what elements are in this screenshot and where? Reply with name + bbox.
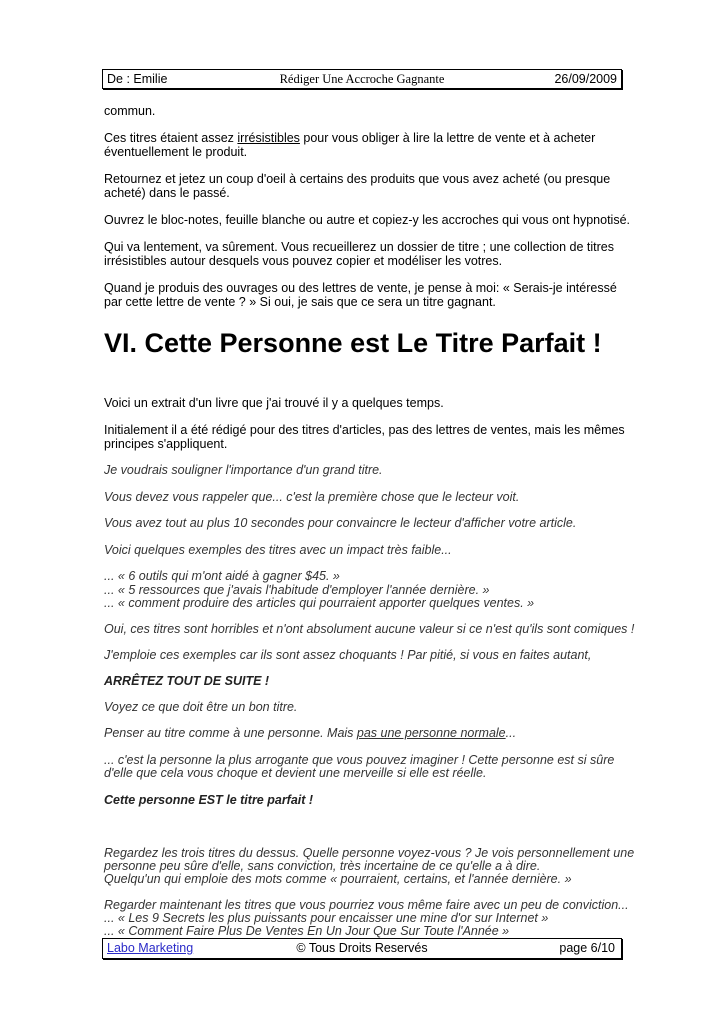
quote-paragraph: Voici quelques exemples des titres avec un impact très faible... [104, 543, 452, 557]
quote-paragraph: Vous devez vous rappeler que... c'est la première chose que le lecteur voit. [104, 490, 520, 504]
paragraph-line: éventuellement le produit. [104, 145, 248, 159]
page-header [102, 69, 622, 89]
footer-copyright: © Tous Droits Reservés [296, 941, 428, 955]
header-author: De : Emilie [107, 72, 168, 86]
paragraph: Ces titres étaient assez irrésistibles pour vous obliger à lire la lettre de vente et à acheter [104, 131, 596, 145]
paragraph: Ouvrez le bloc-notes, feuille blanche ou autre et copiez-y les accroches qui vous ont hypnotisé. [104, 213, 630, 227]
page-footer [102, 938, 622, 959]
paragraph: Qui va lentement, va sûrement. Vous recueillerez un dossier de titre ; une collection de titres [104, 240, 614, 254]
header-title: Rédiger Une Accroche Gagnante [279, 72, 445, 86]
quote-paragraph: ... c'est la personne la plus arrogante que vous pouvez imaginer ! Cette personne est si sûre [104, 753, 615, 767]
paragraph: Quand je produis des ouvrages ou des lettres de vente, je pense à moi: « Serais-je intéressé [104, 281, 617, 295]
emphasis-text: Cette personne EST le titre parfait ! [104, 793, 314, 807]
quote-paragraph: Vous avez tout au plus 10 secondes pour convaincre le lecteur d'afficher votre article. [104, 516, 577, 530]
paragraph: Voici un extrait d'un livre que j'ai trouvé il y a quelques temps. [104, 396, 444, 410]
quote-paragraph-line: Quelqu'un qui emploie des mots comme « pourraient, certains, et l'année dernière. » [104, 872, 572, 886]
footer-link[interactable]: Labo Marketing [107, 941, 194, 955]
quote-paragraph: Penser au titre comme à une personne. Mais pas une personne normale... [104, 726, 517, 740]
section-heading: VI. Cette Personne est Le Titre Parfait ! [104, 328, 602, 358]
paragraph-line: principes s'appliquent. [104, 437, 228, 451]
quote-paragraph: J'emploie ces exemples car ils sont assez choquants ! Par pitié, si vous en faites autant, [104, 648, 592, 662]
paragraph-line: acheté) dans le passé. [104, 186, 230, 200]
quote-paragraph: Oui, ces titres sont horribles et n'ont absolument aucune valeur si ce n'est qu'ils sont comiques ! [104, 622, 635, 636]
underlined-text: irrésistibles [237, 131, 300, 145]
quote-paragraph-line: d'elle que cela vous choque et devient une merveille si elle est réelle. [104, 766, 487, 780]
quote-paragraph: Regarder maintenant les titres que vous pourriez vous même faire avec un peu de conviction... [104, 898, 629, 912]
good-example: ... « Les 9 Secrets les plus puissants pour encaisser une mine d'or sur Internet » [104, 911, 549, 925]
quote-paragraph: Je voudrais souligner l'importance d'un grand titre. [104, 463, 383, 477]
bad-example: ... « comment produire des articles qui pourraient apporter quelques ventes. » [104, 596, 535, 610]
emphasis-text: ARRÊTEZ TOUT DE SUITE ! [104, 674, 270, 688]
good-example: ... « Comment Faire Plus De Ventes En Un Jour Que Sur Toute l'Année » [104, 924, 510, 938]
header-date: 26/09/2009 [554, 72, 617, 86]
quote-paragraph-line: personne peu sûre d'elle, sans conviction, très incertaine de ce qu'elle a à dire. [104, 859, 541, 873]
paragraph: Retournez et jetez un coup d'oeil à certains des produits que vous avez acheté (ou presque [104, 172, 611, 186]
page-number: page 6/10 [559, 941, 615, 955]
quote-paragraph: Voyez ce que doit être un bon titre. [104, 700, 298, 714]
paragraph-line: par cette lettre de vente ? » Si oui, je sais que ce sera un titre gagnant. [104, 295, 496, 309]
bad-example: ... « 6 outils qui m'ont aidé à gagner $45. » [104, 569, 340, 583]
quote-paragraph: Regardez les trois titres du dessus. Quelle personne voyez-vous ? Je vois personnellement une [104, 846, 635, 860]
paragraph: commun. [104, 104, 156, 118]
underlined-text: pas une personne normale [356, 726, 506, 740]
paragraph-line: irrésistibles autour desquels vous pouvez copier et modéliser les votres. [104, 254, 503, 268]
bad-example: ... « 5 ressources que j'avais l'habitude d'employer l'année dernière. » [104, 583, 490, 597]
paragraph: Initialement il a été rédigé pour des titres d'articles, pas des lettres de ventes, mais les mêmes [104, 423, 625, 437]
